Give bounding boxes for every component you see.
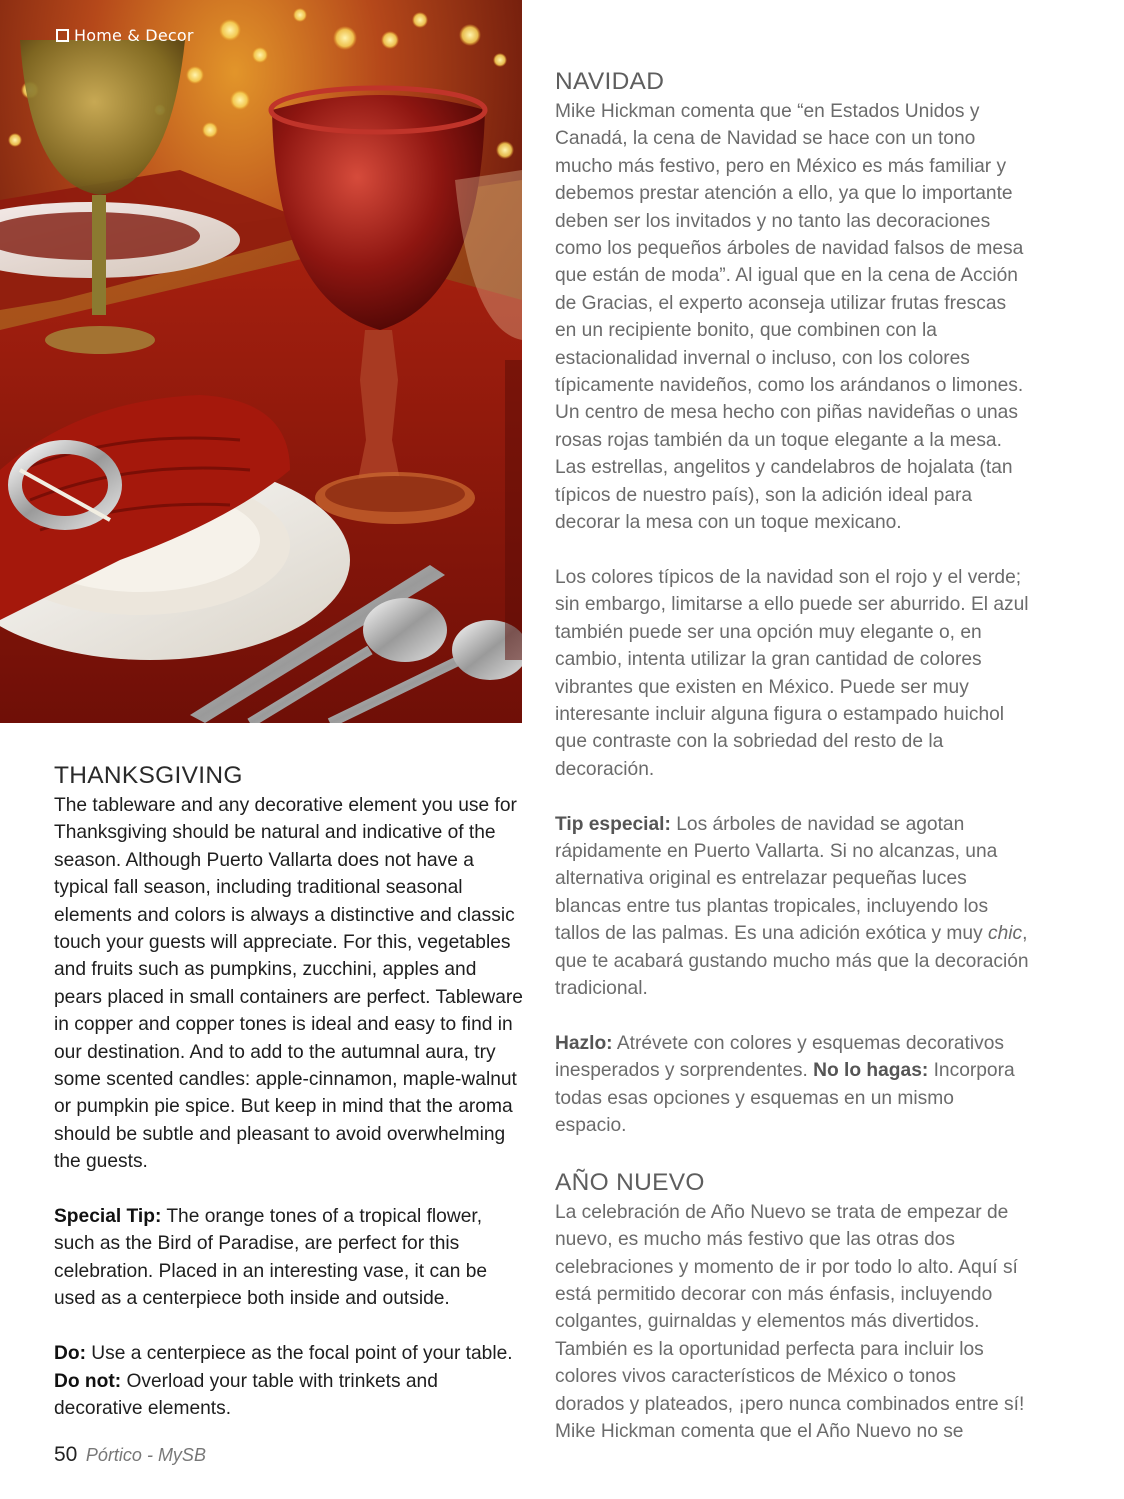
no-lo-hagas-label: No lo hagas: <box>813 1060 929 1082</box>
hazlo-text: Atrévete con colores y esquemas decorativos inesperados y sorprendentes. <box>555 1032 1004 1082</box>
navidad-body-2: Los colores típicos de la navidad son el rojo y el verde; sin embargo, limitarse a ello puede ser aburrido. El azul también puede ser una opción muy elegante o, en cambio, intenta utilizar la gran cantidad de colores vibrantes que existen en México. Puede ser muy interesante incluir alguna figura o estampado huichol que contraste con la sobriedad del resto de la decoración. <box>555 566 1029 780</box>
tip-especial-italic: chic <box>988 923 1023 945</box>
holiday-table-photo <box>0 0 522 723</box>
page-footer <box>54 1443 206 1467</box>
hazlo-label: Hazlo: <box>555 1032 613 1054</box>
thanksgiving-article <box>54 760 524 1450</box>
navidad-do-dont <box>555 1030 1030 1140</box>
ano-nuevo-heading: AÑO NUEVO <box>555 1168 705 1196</box>
special-tip-label: Special Tip: <box>54 1206 162 1228</box>
tip-especial-text-a: Los árboles de navidad se agotan rápidamente en Puerto Vallarta. Si no alcanzas, una alternativa original es entrelazar pequeñas luces blancas entre tus plantas tropicales, incluyendo los tallos de las palmas. Es una adición exótica y muy <box>555 813 998 945</box>
ano-nuevo-body: La celebración de Año Nuevo se trata de empezar de nuevo, es mucho más festivo que las otras dos celebraciones y momento de ir por todo lo alto. Aquí sí está permitido decorar con más énfasis, incluyendo colgantes, guirnaldas y elementos más divertidos. También es la oportunidad perfecta para incluir los colores vivos característicos de México o tonos dorados y plateados, ¡pero nunca combinados entre sí! Mike Hickman comenta que el Año Nuevo no se <box>555 1201 1025 1443</box>
table-setting-illustration <box>0 0 522 723</box>
magazine-name: Pórtico - MySB <box>85 1445 206 1465</box>
navidad-body-1: Mike Hickman comenta que “en Estados Unidos y Canadá, la cena de Navidad se hace con un tono mucho más festivo, pero en México es más familiar y debemos prestar atención a ello, ya que lo importante deben ser los invitados y no tanto las decoraciones como los pequeños árboles de navidad falsos de mesa que están de moda”. Al igual que en la cena de Acción de Gracias, el experto aconseja utilizar frutas frescas en un recipiente bonito, que combinen con la estacionalidad invernal o incluso, con los colores típicamente navideños, como los arándanos o limones. Un centro de mesa hecho con piñas navideñas o unas rosas rojas también da un toque elegante a la mesa. Las estrellas, angelitos y candelabros de hojalata (tan típicos de nuestro país), son la adición ideal para decorar la mesa con un toque mexicano. <box>555 101 1024 534</box>
section-square-icon <box>56 29 69 42</box>
special-tip-text: The orange tones of a tropical flower, such as the Bird of Paradise, are perfect for this celebration. Placed in an interesting vase, it can be used as a centerpiece both inside and outside. <box>54 1206 488 1310</box>
do-not-label: Do not: <box>54 1370 122 1392</box>
thanksgiving-body: The tableware and any decorative element you use for Thanksgiving should be natural and indicative of the season. Although Puerto Vallarta does not have a typical fall season, including traditional seasonal elements and colors is always a distinctive and classic touch your guests will appreciate. For this, vegetables and fruits such as pumpkins, zucchini, apples and pears placed in small containers are perfect. Tableware in copper and copper tones is ideal and easy to find in our destination. And to add to the autumnal aura, try some scented candles: apple-cinnamon, maple-walnut or pumpkin pie spice. But keep in mind that the aroma should be subtle and pleasant to avoid overwhelming the guests. <box>54 795 523 1173</box>
tip-especial-text-b: , que te acabará gustando mucho más que la decoración tradicional. <box>555 923 1029 999</box>
do-text: Use a centerpiece as the focal point of your table. <box>85 1343 513 1365</box>
thanksgiving-special-tip <box>54 1203 524 1313</box>
do-label: Do: <box>54 1343 86 1365</box>
navidad-special-tip <box>555 811 1030 1003</box>
no-lo-hagas-text: Incorpora todas esas opciones y esquemas en un mismo espacio. <box>555 1060 1015 1136</box>
navidad-article <box>555 66 1030 1473</box>
section-tag <box>56 26 194 45</box>
do-not-text: Overload your table with trinkets and decorative elements. <box>54 1370 438 1419</box>
page-number: 50 <box>54 1443 78 1466</box>
thanksgiving-heading: THANKSGIVING <box>54 762 243 789</box>
section-tag-label: Home & Decor <box>74 26 194 45</box>
tip-especial-label: Tip especial: <box>555 813 671 835</box>
navidad-heading: NAVIDAD <box>555 68 665 95</box>
thanksgiving-do-dont <box>54 1340 524 1422</box>
